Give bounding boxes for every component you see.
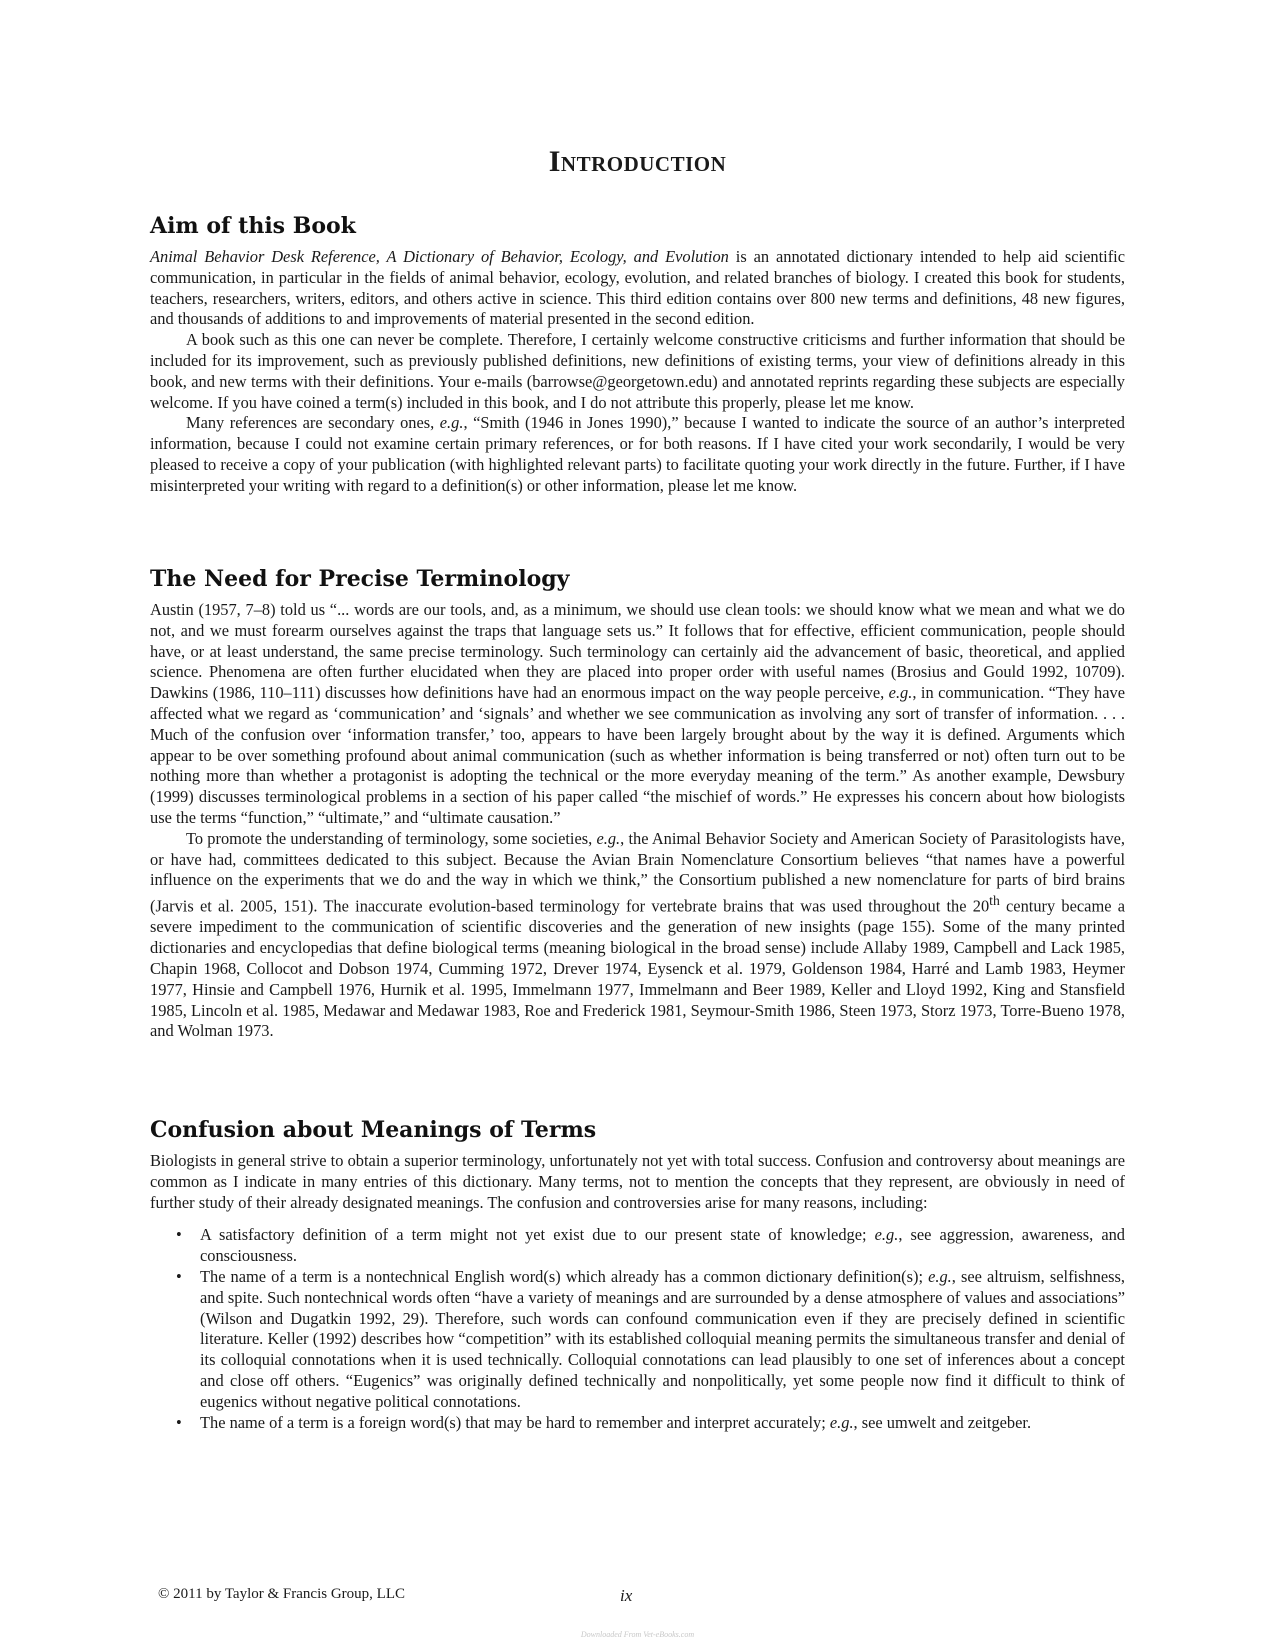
list-item: • The name of a term is a nontechnical English word(s) which already has a common dictionary definition(s); e.g., see altruism, selfishness, and spite. Such nontechnical words often “have a variety of meanings and are surrounded by a dense atmosphere of values and associations” (Wilson and Dugatkin 1992, 29). Therefore, such words can confound communication even if they are precisely defined in scientific literature. Keller (1992) describes how “competition” with its established colloquial meaning permits the simultaneous transfer and denial of its colloquial connotations when it is used technically. Colloquial connotations can lead plausibly to one set of inferences about a concept and close off others. “Eugenics” was originally defined technically and nonpolitically, yet some people now find it difficult to think of eugenics without negative political connotations.	[200, 1267, 1125, 1413]
chapter-title: Introduction	[548, 145, 727, 178]
section-aim	[150, 213, 1125, 497]
section-confusion	[150, 1117, 1125, 1433]
list-item: • A satisfactory definition of a term might not yet exist due to our present state of knowledge; e.g., see aggression, awareness, and consciousness.	[200, 1225, 1125, 1267]
footer-page-number: ix	[620, 1586, 633, 1605]
confusion-paragraph-1: Biologists in general strive to obtain a superior terminology, unfortunately not yet with total success. Confusion and controversy about meanings are common as I indicate in many entries of this dictionary. Many terms, not to mention the concepts that they represent, are obviously in need of further study of their already designated meanings. The confusion and controversies arise for many reasons, including:	[150, 1151, 1125, 1212]
section-heading-confusion: Confusion about Meanings of Terms	[150, 1117, 597, 1143]
aim-paragraph-2: A book such as this one can never be complete. Therefore, I certainly welcome constructive criticisms and further information that should be included for its improvement, such as previously published definitions, new definitions of existing terms, your view of definitions already in this book, and new terms with their definitions. Your e-mails (barrowse@georgetown.edu) and annotated reprints regarding these subjects are especially welcome. If you have coined a term(s) included in this book, and I do not attribute this properly, please let me know.	[150, 330, 1125, 412]
need-paragraph-2: To promote the understanding of terminology, some societies, e.g., the Animal Behavior Society and American Society of Parasitologists have, or have had, committees dedicated to this subject. Because the Avian Brain Nomenclature Consortium believes “that names have a powerful influence on the experiments that we do and the way in which we think,” the Consortium published a new nomenclature for parts of bird brains (Jarvis et al. 2005, 151). The inaccurate evolution-based terminology for vertebrate brains that was used throughout the 20th century became a severe impediment to the communication of scientific discoveries and the generation of new insights (page 155). Some of the many printed dictionaries and encyclopedias that define biological terms (meaning biological in the broad sense) include Allaby 1989, Campbell and Lack 1985, Chapin 1968, Collocot and Dobson 1974, Cumming 1972, Drever 1974, Eysenck et al. 1979, Goldenson 1984, Harré and Lamb 1983, Heymer 1977, Hinsie and Campbell 1976, Hurnik et al. 1995, Immelmann 1977, Immelmann and Beer 1989, Keller and Lloyd 1992, King and Stansfield 1985, Lincoln et al. 1985, Medawar and Medawar 1983, Roe and Frederick 1981, Seymour-Smith 1986, Steen 1973, Storz 1973, Torre-Bueno 1978, and Wolman 1973.	[150, 828, 1126, 1041]
book-title-italic: Animal Behavior Desk Reference, A Dictionary of Behavior, Ecology, and Evolution	[150, 247, 729, 266]
need-paragraph-1: Austin (1957, 7–8) told us “... words are our tools, and, as a minimum, we should use clean tools: we should know what we mean and what we do not, and we must forearm ourselves against the traps that language sets us.” It follows that for effective, efficient communication, people should have, or at least understand, the same precise terminology. Such terminology can certainly aid the advancement of basic, theoretical, and applied science. Phenomena are often further elucidated when they are placed into proper order with useful names (Brosius and Gould 1992, 10709). Dawkins (1986, 110–111) discusses how definitions have had an enormous impact on the way people perceive, e.g., in communication. “They have affected what we regard as ‘communication’ and ‘signals’ and whether we see communication as involving any sort of transfer of information. . . . Much of the confusion over ‘information transfer,’ too, appears to have been largely brought about by the way it is defined. Arguments which appear to be over something profound about animal communication (such as whether information is being transferred or not) often turn out to be nothing more than whether a protagonist is adopting the technical or the more everyday meaning of the term.” As another example, Dewsbury (1999) discusses terminological problems in a section of his paper called “the mischief of words.” He expresses his concern about how biologists use the terms “function,” “ultimate,” and “ultimate causation.”	[150, 600, 1125, 827]
footer-watermark: Downloaded From Vet-eBooks.com	[580, 1630, 695, 1639]
aim-paragraph-3: Many references are secondary ones, e.g., “Smith (1946 in Jones 1990),” because I wanted to indicate the source of an author’s interpreted information, because I could not examine certain primary references, or for both reasons. If I have cited your work secondarily, I would be very pleased to receive a copy of your publication (with highlighted relevant parts) to facilitate quoting your work directly in the future. Further, if I have misinterpreted your writing with regard to a definition(s) or other information, please let me know.	[150, 413, 1125, 495]
footer-copyright: © 2011 by Taylor & Francis Group, LLC	[158, 1586, 405, 1602]
list-item: • The name of a term is a foreign word(s) that may be hard to remember and interpret accurately; e.g., see umwelt and zeitgeber.	[200, 1413, 1125, 1434]
document-page	[150, 0, 1125, 1650]
confusion-bullet-list	[150, 1225, 1125, 1433]
aim-paragraph-1: Animal Behavior Desk Reference, A Dictionary of Behavior, Ecology, and Evolution is an annotated dictionary intended to help aid scientific communication, in particular in the fields of animal behavior, ecology, evolution, and related branches of biology. I created this book for students, teachers, researchers, writers, editors, and others active in science. This third edition contains over 800 new terms and definitions, 48 new figures, and thousands of additions to and improvements of material presented in the second edition.	[150, 247, 1125, 329]
section-need	[150, 566, 1125, 1042]
section-heading-need: The Need for Precise Terminology	[150, 566, 570, 592]
section-heading-aim: Aim of this Book	[150, 213, 356, 239]
